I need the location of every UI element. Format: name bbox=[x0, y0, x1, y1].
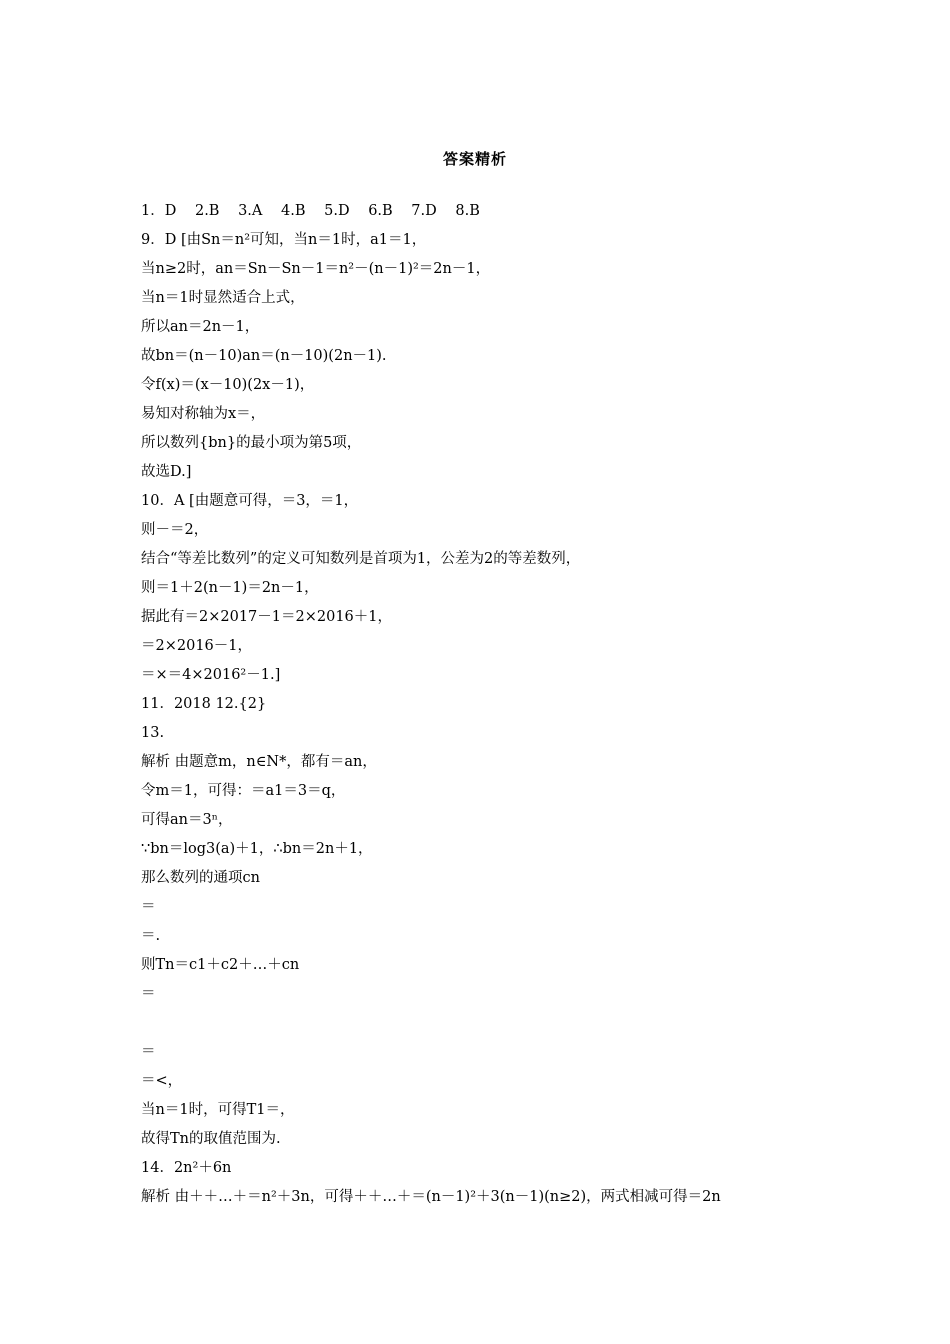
text-line: ＝<， bbox=[141, 1073, 183, 1089]
text-line: 9．D [由Sn＝n²可知，当n＝1时，a1＝1， bbox=[141, 232, 427, 248]
text-line: 则Tn＝c1＋c2＋…＋cn bbox=[141, 957, 300, 973]
text-line: ＝×＝4×2016²－1.] bbox=[141, 667, 281, 683]
text-line: 13. bbox=[141, 725, 165, 741]
text-line: 则－＝2， bbox=[141, 522, 209, 538]
text-line: ＝2×2016－1， bbox=[141, 638, 253, 654]
answer-item: 3.A bbox=[238, 203, 263, 219]
text-line: 当n＝1时，可得T1＝， bbox=[141, 1102, 295, 1118]
text-line: 解析 由题意m，n∈N*，都有＝an， bbox=[141, 754, 377, 770]
text-line: 故得Tn的取值范围为. bbox=[141, 1131, 281, 1147]
text-line: 当n＝1时显然适合上式， bbox=[141, 290, 305, 306]
text-line: 10．A [由题意可得，＝3，＝1， bbox=[141, 493, 359, 509]
text-line: 据此有＝2×2017－1＝2×2016＋1， bbox=[141, 609, 393, 625]
answer-item: 6.B bbox=[368, 203, 393, 219]
answer-item: 4.B bbox=[281, 203, 306, 219]
text-line: ＝ bbox=[141, 1044, 156, 1060]
text-line: 所以数列{bn}的最小项为第5项， bbox=[141, 435, 362, 451]
text-line: 故选D.] bbox=[141, 464, 192, 480]
text-line: ＝ bbox=[141, 986, 156, 1002]
text-line: 14．2n²＋6n bbox=[141, 1160, 232, 1176]
text-line: ＝. bbox=[141, 928, 161, 944]
page-title: 答案精析 bbox=[442, 150, 507, 168]
text-line: 所以an＝2n－1， bbox=[141, 319, 260, 335]
text-line: 易知对称轴为x＝， bbox=[141, 406, 266, 422]
text-line: 解析 由＋＋…＋＝n²＋3n，可得＋＋…＋＝(n－1)²＋3(n－1)(n≥2)，两式相减可得＝2n bbox=[141, 1189, 721, 1205]
answer-item: 8.B bbox=[455, 203, 480, 219]
answer-item: 1．D bbox=[141, 203, 177, 219]
answer-item: 5.D bbox=[324, 203, 350, 219]
text-line: 可得an＝3ⁿ， bbox=[141, 812, 233, 828]
text-line: 11．2018 12.{2} bbox=[141, 696, 267, 712]
answers-row bbox=[141, 200, 841, 229]
answer-lines bbox=[141, 200, 841, 1215]
answer-item: 7.D bbox=[411, 203, 437, 219]
answer-item: 2.B bbox=[194, 203, 220, 219]
text-line: 故bn＝(n－10)an＝(n－10)(2n－1). bbox=[141, 348, 387, 364]
text-line: 令m＝1，可得：＝a1＝3＝q， bbox=[141, 783, 346, 799]
text-line: 那么数列的通项cn bbox=[141, 870, 260, 886]
text-line: 当n≥2时，an＝Sn－Sn－1＝n²－(n－1)²＝2n－1， bbox=[141, 261, 491, 277]
text-line: ∵bn＝log3(a)＋1，∴bn＝2n＋1， bbox=[141, 841, 373, 857]
text-line: 令f(x)＝(x－10)(2x－1)， bbox=[141, 377, 315, 393]
text-line: ＝ bbox=[141, 899, 156, 915]
text-line: 结合“等差比数列”的定义可知数列是首项为1，公差为2的等差数列， bbox=[141, 551, 581, 567]
text-line: 则＝1＋2(n－1)＝2n－1， bbox=[141, 580, 319, 596]
blank-line bbox=[141, 1012, 841, 1041]
